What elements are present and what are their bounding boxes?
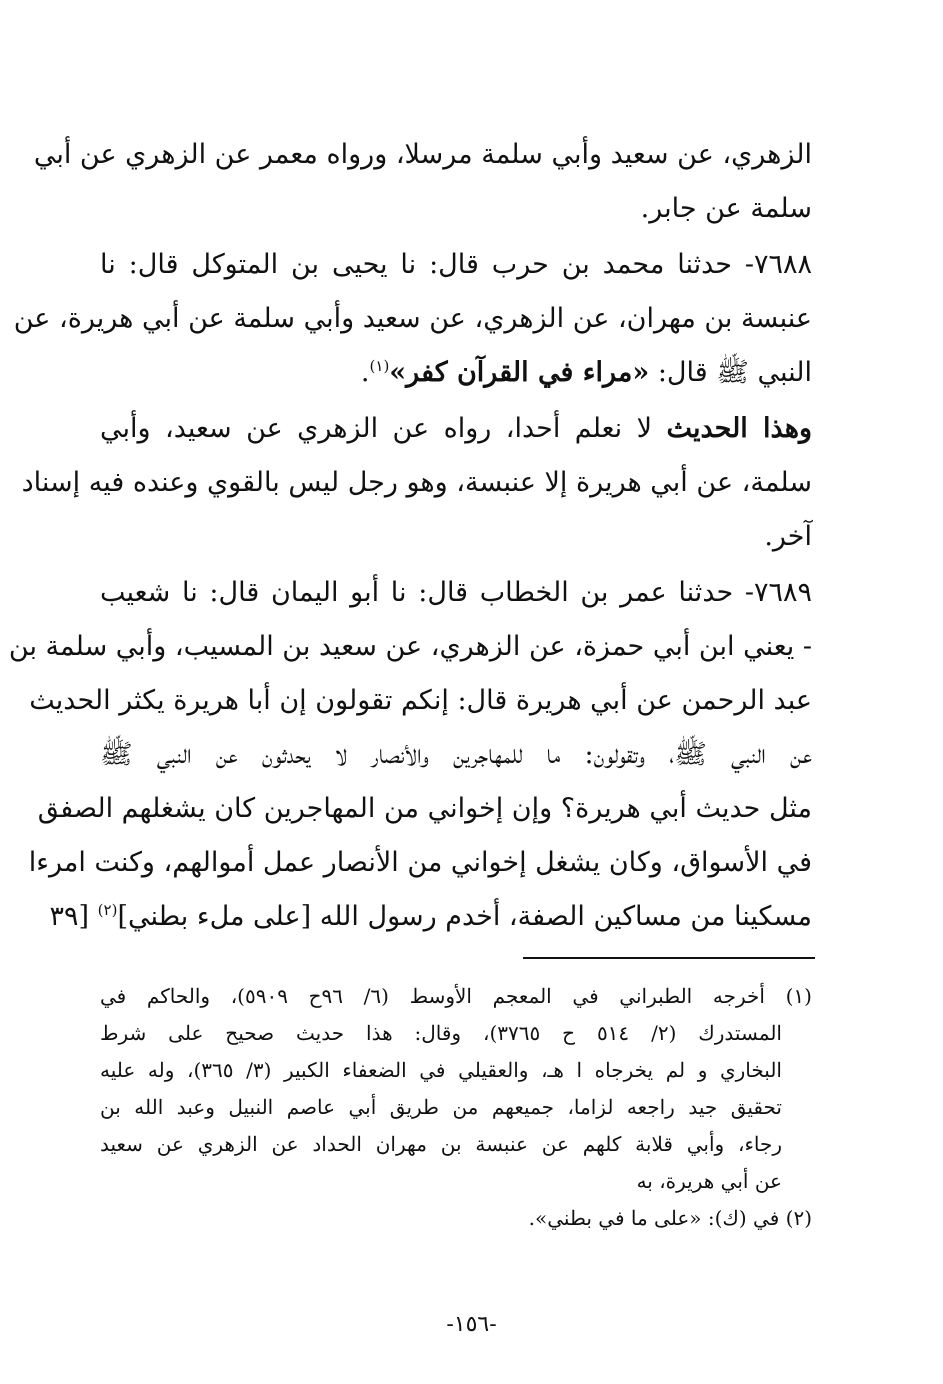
footnote-line: البخاري و لم يخرجاه ا هـ، والعقيلي في الضعفاء الكبير (٣/ ٣٦٥)، وله عليه xyxy=(100,1058,782,1082)
text-line: - يعني ابن أبي حمزة، عن الزهري، عن سعيد بن المسيب، وأبي سلمة بن xyxy=(8,631,812,662)
text-line: مثل حديث أبي هريرة؟ وإن إخواني من المهاجرين كان يشغلهم الصفق xyxy=(37,793,812,824)
bold-lead: وهذا الحديث xyxy=(666,413,812,444)
paragraph-hadith-7689 xyxy=(8,566,812,944)
paragraph-hadith-7688 xyxy=(13,238,812,400)
text-line xyxy=(49,890,812,944)
text-line: آخر. xyxy=(764,521,812,552)
text-line: سلمة عن جابر. xyxy=(640,193,812,224)
footnote-line: (٢) في (ك): «على ما في بطني». xyxy=(528,1206,812,1230)
hadith-matn: «مراء في القرآن كفر» xyxy=(389,357,650,388)
text-line: عنبسة بن مهران، عن الزهري، عن سعيد وأبي سلمة عن أبي هريرة، عن xyxy=(13,303,812,334)
text-line xyxy=(100,346,812,400)
text-segment: مسكينا من مساكين الصفة، أخدم رسول الله [على ملء بطني] xyxy=(117,901,812,932)
footnote-ref-2: (٢) xyxy=(97,901,118,919)
text-line: سلمة، عن أبي هريرة إلا عنبسة، وهو رجل ليس بالقوي وعنده فيه إسناد xyxy=(21,467,812,498)
text-line: الزهري، عن سعيد وأبي سلمة مرسلا، ورواه معمر عن الزهري عن أبي xyxy=(33,139,812,170)
text-line: عبد الرحمن عن أبي هريرة قال: إنكم تقولون إن أبا هريرة يكثر الحديث xyxy=(29,685,812,716)
text-line: عن النبي ﷺ، وتقولون: ما للمهاجرين والأنصار لا يحدثون عن النبي ﷺ xyxy=(100,739,812,770)
footnote-line: رجاء، وأبي قلابة كلهم عن عنبسة بن مهران الحداد عن الزهري عن سعيد xyxy=(100,1132,782,1156)
page-number: -١٥٦- xyxy=(446,1312,497,1337)
footnote-line: عن أبي هريرة، به xyxy=(636,1169,782,1193)
text-segment: [٣٩ xyxy=(49,901,98,932)
footnote-separator xyxy=(523,957,815,959)
footnote-line: (١) أخرجه الطبراني في المعجم الأوسط (٦/ ٩٦ح ٥٩٠٩)، والحاكم في xyxy=(100,984,812,1008)
footnote-ref-1: (١) xyxy=(369,357,390,375)
text-line: ٧٦٨٩- حدثنا عمر بن الخطاب قال: نا أبو اليمان قال: نا شعيب xyxy=(100,577,812,608)
footnote-2 xyxy=(100,1200,812,1237)
text-segment: النبي ﷺ قال: xyxy=(649,357,812,388)
footnote-line: المستدرك (٢/ ٥١٤ ح ٣٧٦٥)، وقال: هذا حديث صحيح على شرط xyxy=(100,1021,782,1045)
text-line: في الأسواق، وكان يشغل إخواني من الأنصار عمل أموالهم، وكنت امرءا xyxy=(28,847,812,878)
footnotes xyxy=(100,978,812,1237)
footnote-1 xyxy=(100,978,812,1200)
text-segment: لا نعلم أحدا، رواه عن الزهري عن سعيد، وأبي xyxy=(100,413,667,444)
text-line xyxy=(100,402,812,456)
text-segment: . xyxy=(360,357,370,388)
paragraph-1 xyxy=(33,128,812,236)
paragraph-commentary xyxy=(21,402,812,564)
main-text xyxy=(8,128,812,946)
text-line: ٧٦٨٨- حدثنا محمد بن حرب قال: نا يحيى بن المتوكل قال: نا xyxy=(100,249,812,280)
footnote-line: تحقيق جيد راجعه لزاما، جميعهم من طريق أبي عاصم النبيل وعبد الله بن xyxy=(100,1095,782,1119)
